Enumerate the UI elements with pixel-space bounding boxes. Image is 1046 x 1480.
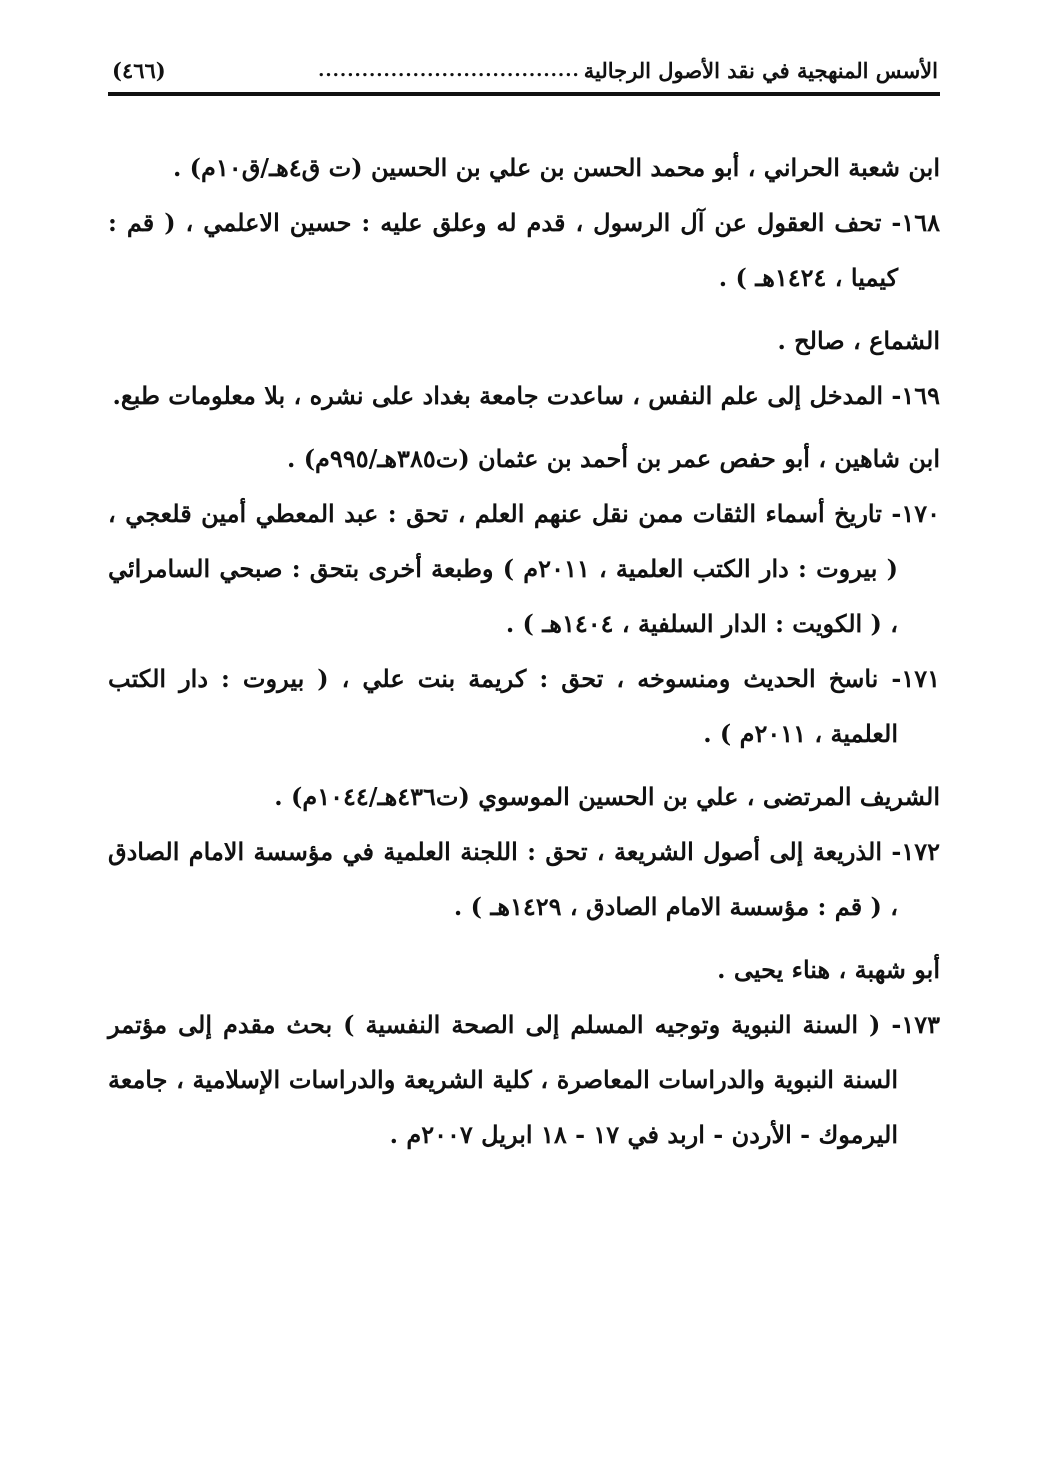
running-header [112,50,938,90]
running-header-title: الأسس المنهجية في نقد الأصول الرجالية [583,57,938,83]
bibliography-entry: ١٦٩- المدخل إلى علم النفس ، ساعدت جامعة بغداد على نشره ، بلا معلومات طبع. [112,381,940,410]
author-heading: ابن شعبة الحراني ، أبو محمد الحسن بن علي بن الحسين (ت ق٤هـ/ق١٠م) . [172,153,940,182]
running-header-dot-leader: .................................... [318,59,580,81]
page-number: (٤٦٦) [112,57,166,83]
bibliography-entry: ١٧٣- ( السنة النبوية وتوجيه المسلم إلى الصحة النفسية ) بحث مقدم إلى مؤتمر السنة النبوية والدراسات المعاصرة ، كلية الشريعة والدراسات الإسلامية ، جامعة اليرموك - الأردن - اربد في ١٧ - ١٨ ابريل ٢٠٠٧م . [108,1010,940,1149]
author-heading: الشماع ، صالح . [777,326,940,355]
bibliography-section [108,140,940,305]
bibliography-entry: ١٦٨- تحف العقول عن آل الرسول ، قدم له وعلق عليه : حسين الاعلمي ، ( قم : كيميا ، ١٤٢٤هـ ) . [108,208,940,292]
bibliography-section [108,769,940,934]
bibliography-section [108,313,940,423]
author-heading: الشريف المرتضى ، علي بن الحسين الموسوي (ت٤٣٦هـ/١٠٤٤م) . [274,782,940,811]
bibliography-section [108,942,940,1162]
author-heading: ابن شاهين ، أبو حفص عمر بن أحمد بن عثمان (ت٣٨٥هـ/٩٩٥م) . [286,444,940,473]
author-heading: أبو شهبة ، هناء يحيى . [717,955,940,984]
bibliography-list [108,140,940,1162]
header-divider [108,92,940,96]
bibliography-section [108,431,940,761]
bibliography-entry: ١٧٢- الذريعة إلى أصول الشريعة ، تحق : اللجنة العلمية في مؤسسة الامام الصادق ، ( قم : مؤسسة الامام الصادق ، ١٤٢٩هـ ) . [108,837,940,921]
bibliography-entry: ١٧١- ناسخ الحديث ومنسوخه ، تحق : كريمة بنت علي ، ( بيروت : دار الكتب العلمية ، ٢٠١١م ) . [108,664,940,748]
bibliography-entry: ١٧٠- تاريخ أسماء الثقات ممن نقل عنهم العلم ، تحق : عبد المعطي أمين قلعجي ، ( بيروت : دار الكتب العلمية ، ٢٠١١م ) وطبعة أخرى بتحق : صبحي السامرائي ، ( الكويت : الدار السلفية ، ١٤٠٤هـ ) . [108,499,940,638]
